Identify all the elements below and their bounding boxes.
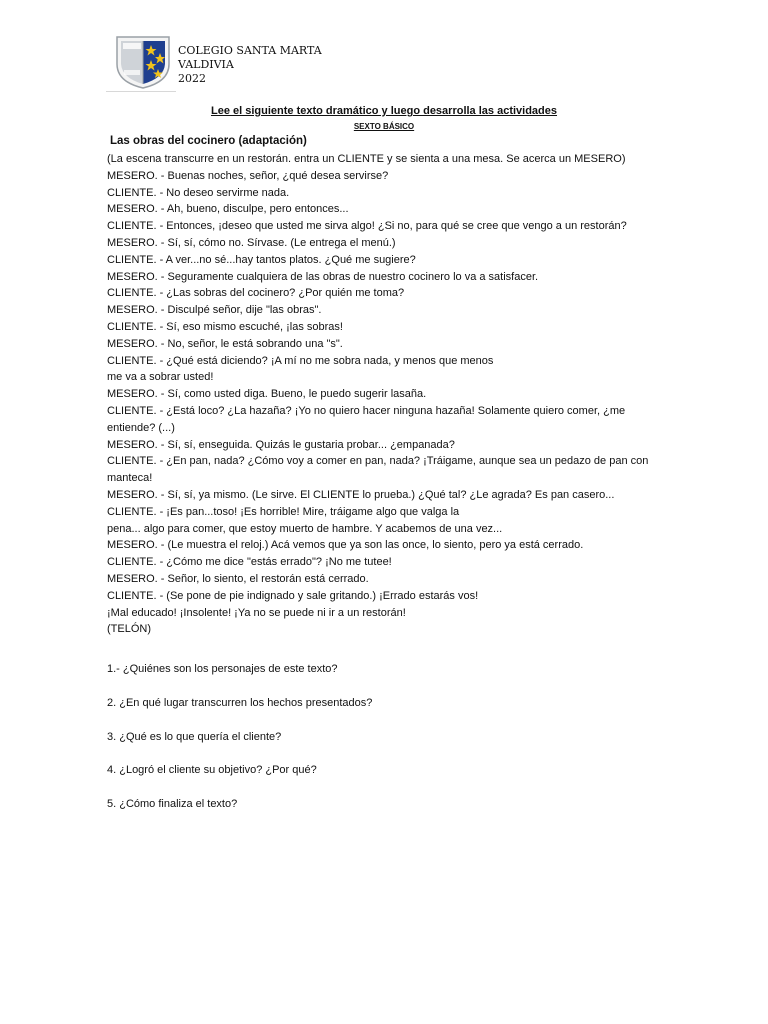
- school-city: VALDIVIA: [178, 58, 234, 71]
- script-line: MESERO. - Sí, sí, enseguida. Quizás le gustaria probar... ¿empanada?: [107, 438, 455, 451]
- script-line: CLIENTE. - A ver...no sé...hay tantos platos. ¿Qué me sugiere?: [107, 253, 416, 266]
- script-line: entiende? (...): [107, 421, 175, 434]
- school-info: [178, 44, 322, 86]
- script-line: MESERO. - Sí, sí, cómo no. Sírvase. (Le entrega el menú.): [107, 236, 396, 249]
- school-name: COLEGIO SANTA MARTA: [178, 44, 322, 57]
- script-line: CLIENTE. - No deseo servirme nada.: [107, 186, 290, 199]
- grade-level: SEXTO BÁSICO: [353, 122, 415, 131]
- dramatic-text: [107, 151, 667, 638]
- script-line: CLIENTE. - (Se pone de pie indignado y sale gritando.) ¡Errado estarás vos!: [107, 589, 479, 602]
- activity-questions: [107, 661, 372, 830]
- script-line: CLIENTE. - ¿Cómo me dice "estás errado"? ¡No me tutee!: [107, 556, 392, 569]
- question-item: 2. ¿En qué lugar transcurren los hechos presentados?: [107, 696, 373, 709]
- script-line: me va a sobrar usted!: [107, 371, 214, 384]
- question-item: 1.- ¿Quiénes son los personajes de este texto?: [107, 663, 338, 675]
- header-divider: [106, 91, 176, 92]
- script-line: pena... algo para comer, que estoy muerto de hambre. Y acabemos de una vez...: [107, 522, 503, 535]
- question-item: 3. ¿Qué es lo que quería el cliente?: [107, 730, 282, 743]
- instructions: Lee el siguiente texto dramático y luego desarrolla las actividades: [210, 105, 558, 117]
- script-line: MESERO. - Sí, como usted diga. Bueno, le puedo sugerir lasaña.: [107, 388, 427, 401]
- school-year: 2022: [178, 72, 206, 85]
- script-line: CLIENTE. - ¿En pan, nada? ¿Cómo voy a comer en pan, nada? ¡Tráigame, aunque sea un pedazo de pan con: [107, 455, 649, 468]
- question-item: 4. ¿Logró el cliente su objetivo? ¿Por qué?: [107, 764, 317, 777]
- script-line: (TELÓN): [107, 623, 151, 636]
- script-line: MESERO. - (Le muestra el reloj.) Acá vemos que ya son las once, lo siento, pero ya está cerrado.: [107, 539, 584, 552]
- script-line: CLIENTE. - Sí, eso mismo escuché, ¡las sobras!: [107, 320, 343, 333]
- script-line: ¡Mal educado! ¡Insolente! ¡Ya no se puede ni ir a un restorán!: [107, 606, 406, 619]
- script-line: MESERO. - Señor, lo siento, el restorán está cerrado.: [107, 572, 369, 585]
- script-line: manteca!: [107, 472, 153, 485]
- script-line: (La escena transcurre en un restorán. entra un CLIENTE y se sienta a una mesa. Se acerca un MESERO): [107, 153, 626, 165]
- script-line: CLIENTE. - ¿Está loco? ¿La hazaña? ¡Yo no quiero hacer ninguna hazaña! Solamente quiero comer, ¿me: [107, 404, 626, 417]
- school-crest-icon: [114, 34, 172, 90]
- text-title: Las obras del cocinero (adaptación): [110, 135, 307, 147]
- document-header: [106, 30, 706, 92]
- script-line: MESERO. - Seguramente cualquiera de las obras de nuestro cocinero lo va a satisfacer.: [107, 270, 539, 283]
- script-line: MESERO. - Buenas noches, señor, ¿qué desea servirse?: [107, 169, 389, 182]
- script-line: MESERO. - Ah, bueno, disculpe, pero entonces...: [107, 203, 349, 216]
- script-line: CLIENTE. - Entonces, ¡deseo que usted me sirva algo! ¿Si no, para qué se cree que vengo a un restorán?: [107, 220, 627, 233]
- script-line: CLIENTE. - ¿Qué está diciendo? ¡A mí no me sobra nada, y menos que menos: [107, 354, 494, 367]
- question-item: 5. ¿Cómo finaliza el texto?: [107, 798, 238, 811]
- script-line: CLIENTE. - ¿Las sobras del cocinero? ¿Por quién me toma?: [107, 287, 405, 300]
- script-line: CLIENTE. - ¡Es pan...toso! ¡Es horrible! Mire, tráigame algo que valga la: [107, 505, 460, 518]
- script-line: MESERO. - Sí, sí, ya mismo. (Le sirve. El CLIENTE lo prueba.) ¿Qué tal? ¿Le agrada? Es pan casero...: [107, 488, 615, 501]
- script-line: MESERO. - No, señor, le está sobrando una "s".: [107, 337, 343, 350]
- script-line: MESERO. - Disculpé señor, dije "las obras".: [107, 304, 322, 317]
